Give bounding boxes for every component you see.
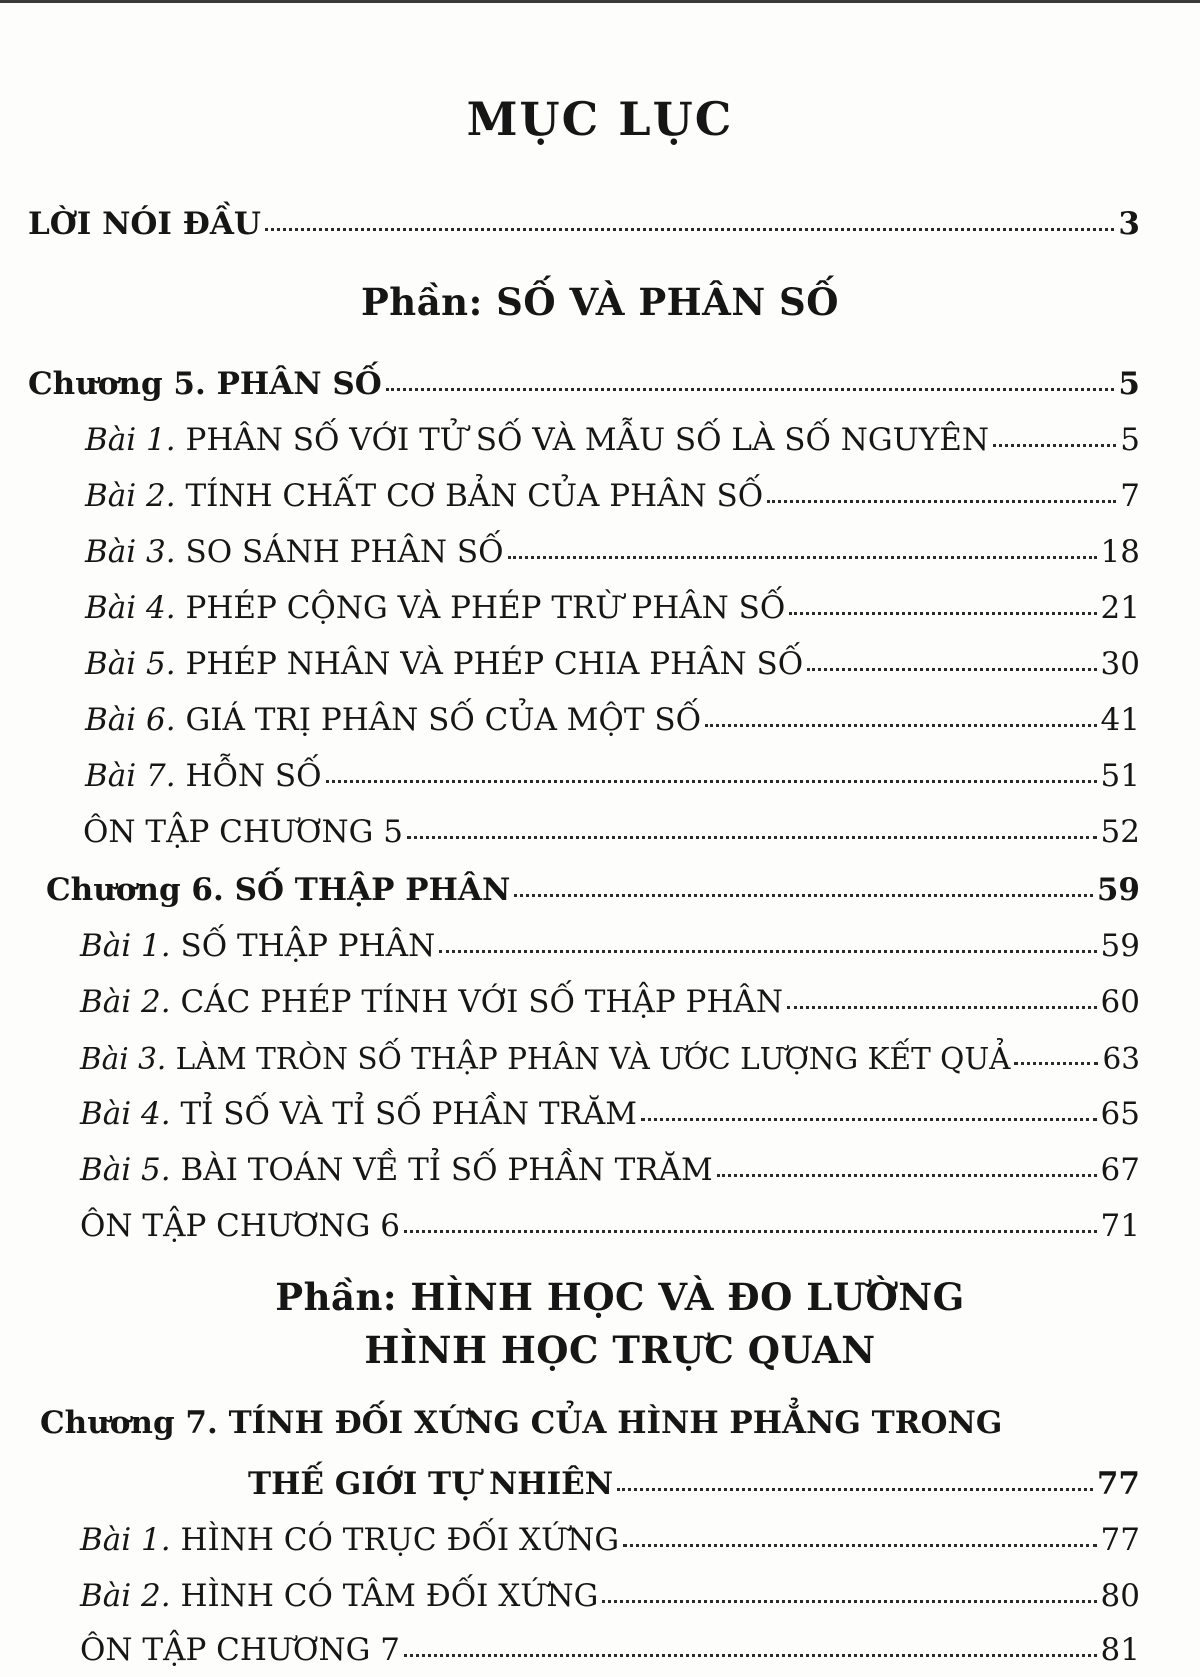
dot-leader (767, 500, 1116, 503)
chapter-7-title-line1: Chương 7. TÍNH ĐỐI XỨNG CỦA HÌNH PHẲNG TRONG (40, 1405, 1003, 1441)
entry-page: 65 (1100, 1096, 1140, 1132)
lesson-number: Bài 1. (80, 1522, 171, 1558)
dot-leader (386, 388, 1115, 391)
entry-page: 67 (1100, 1152, 1140, 1188)
toc-entry-lesson[interactable] (80, 1088, 1140, 1132)
entry-page: 41 (1100, 702, 1140, 738)
lesson-title: PHÉP CỘNG VÀ PHÉP TRỪ PHÂN SỐ (185, 590, 786, 626)
lesson-number: Bài 3. (85, 534, 176, 570)
dot-leader (602, 1600, 1096, 1603)
dot-leader (404, 1654, 1097, 1657)
lesson-number: Bài 4. (80, 1096, 171, 1132)
entry-page: 59 (1100, 928, 1140, 964)
toc-entry-review-7[interactable] (80, 1624, 1140, 1668)
dot-leader (1014, 1062, 1098, 1065)
entry-page: 51 (1100, 758, 1140, 794)
entry-page: 18 (1100, 534, 1140, 570)
dot-leader (617, 1488, 1093, 1491)
dot-leader (641, 1118, 1097, 1121)
part-heading-2-subtitle: HÌNH HỌC TRỰC QUAN (364, 1328, 876, 1372)
page-title: MỤC LỤC (466, 92, 734, 146)
lesson-title: LÀM TRÒN SỐ THẬP PHÂN VÀ ƯỚC LƯỢNG KẾT QUẢ (175, 1042, 1011, 1076)
dot-leader (508, 556, 1097, 559)
toc-entry-lesson[interactable] (85, 526, 1140, 570)
entry-label: ÔN TẬP CHƯƠNG 7 (80, 1632, 400, 1668)
dot-leader (993, 444, 1116, 447)
lesson-title: HÌNH CÓ TÂM ĐỐI XỨNG (180, 1578, 599, 1614)
entry-page: 5 (1120, 422, 1140, 458)
lesson-title: TỈ SỐ VÀ TỈ SỐ PHẦN TRĂM (180, 1096, 637, 1132)
dot-leader (717, 1174, 1097, 1177)
toc-entry-review-6[interactable] (80, 1200, 1140, 1244)
top-border (0, 0, 1200, 3)
dot-leader (807, 668, 1096, 671)
entry-page: 59 (1096, 872, 1140, 908)
toc-entry-lesson[interactable] (85, 694, 1140, 738)
part-heading-2: Phần: HÌNH HỌC VÀ ĐO LƯỜNG (275, 1275, 965, 1319)
lesson-number: Bài 6. (85, 702, 176, 738)
lesson-number: Bài 5. (80, 1152, 171, 1188)
dot-leader (789, 612, 1096, 615)
dot-leader (439, 950, 1096, 953)
entry-page: 80 (1100, 1578, 1140, 1614)
entry-page: 63 (1102, 1042, 1140, 1076)
entry-page: 30 (1100, 646, 1140, 682)
lesson-title: PHÂN SỐ VỚI TỬ SỐ VÀ MẪU SỐ LÀ SỐ NGUYÊN (185, 422, 990, 458)
toc-entry-lesson[interactable] (80, 920, 1140, 964)
dot-leader (407, 836, 1097, 839)
lesson-title: PHÉP NHÂN VÀ PHÉP CHIA PHÂN SỐ (185, 646, 804, 682)
lesson-title: BÀI TOÁN VỀ TỈ SỐ PHẦN TRĂM (180, 1152, 713, 1188)
lesson-title: GIÁ TRỊ PHÂN SỐ CỦA MỘT SỐ (185, 702, 702, 738)
toc-entry-lesson[interactable] (80, 1032, 1140, 1076)
lesson-title: SO SÁNH PHÂN SỐ (185, 534, 504, 570)
dot-leader (404, 1230, 1097, 1233)
toc-entry-chapter-7[interactable] (248, 1458, 1140, 1502)
toc-entry-lesson[interactable] (85, 638, 1140, 682)
entry-label: ÔN TẬP CHƯƠNG 5 (83, 814, 403, 850)
toc-entry-lesson[interactable] (80, 976, 1140, 1020)
entry-page: 52 (1100, 814, 1140, 850)
entry-label: ÔN TẬP CHƯƠNG 6 (80, 1208, 400, 1244)
entry-page: 71 (1100, 1208, 1140, 1244)
lesson-number: Bài 2. (80, 984, 171, 1020)
part-heading-1: Phần: SỐ VÀ PHÂN SỐ (360, 280, 840, 324)
toc-entry-lesson[interactable] (85, 470, 1140, 514)
lesson-title: CÁC PHÉP TÍNH VỚI SỐ THẬP PHÂN (180, 984, 783, 1020)
dot-leader (265, 228, 1115, 231)
toc-entry-lesson[interactable] (85, 414, 1140, 458)
entry-label: THẾ GIỚI TỰ NHIÊN (248, 1466, 614, 1502)
toc-entry-lesson[interactable] (80, 1514, 1140, 1558)
entry-page: 5 (1118, 366, 1140, 402)
toc-entry-lesson[interactable] (85, 582, 1140, 626)
lesson-title: HÌNH CÓ TRỤC ĐỐI XỨNG (180, 1522, 620, 1558)
dot-leader (326, 780, 1097, 783)
entry-page: 7 (1120, 478, 1140, 514)
dot-leader (514, 894, 1093, 897)
lesson-number: Bài 2. (80, 1578, 171, 1614)
toc-entry-chapter-6[interactable] (46, 864, 1140, 908)
toc-entry-intro[interactable] (28, 198, 1140, 242)
lesson-title: TÍNH CHẤT CƠ BẢN CỦA PHÂN SỐ (185, 478, 764, 514)
toc-entry-lesson[interactable] (85, 750, 1140, 794)
entry-page: 77 (1096, 1466, 1140, 1502)
toc-entry-lesson[interactable] (80, 1570, 1140, 1614)
lesson-number: Bài 7. (85, 758, 176, 794)
entry-label: LỜI NÓI ĐẦU (28, 206, 261, 242)
entry-label: Chương 6. SỐ THẬP PHÂN (46, 872, 511, 908)
toc-entry-lesson[interactable] (80, 1144, 1140, 1188)
entry-page: 77 (1100, 1522, 1140, 1558)
lesson-number: Bài 1. (85, 422, 176, 458)
lesson-number: Bài 3. (80, 1042, 167, 1076)
lesson-title: SỐ THẬP PHÂN (180, 928, 436, 964)
entry-page: 60 (1100, 984, 1140, 1020)
lesson-number: Bài 4. (85, 590, 176, 626)
toc-entry-chapter-5[interactable] (28, 358, 1140, 402)
dot-leader (623, 1544, 1096, 1547)
dot-leader (787, 1006, 1097, 1009)
entry-page: 21 (1100, 590, 1140, 626)
entry-page: 81 (1100, 1632, 1140, 1668)
toc-entry-review-5[interactable] (83, 806, 1140, 850)
entry-page: 3 (1118, 206, 1140, 242)
lesson-number: Bài 5. (85, 646, 176, 682)
entry-label: Chương 5. PHÂN SỐ (28, 366, 382, 402)
lesson-number: Bài 2. (85, 478, 176, 514)
dot-leader (705, 724, 1097, 727)
lesson-number: Bài 1. (80, 928, 171, 964)
lesson-title: HỖN SỐ (185, 758, 322, 794)
